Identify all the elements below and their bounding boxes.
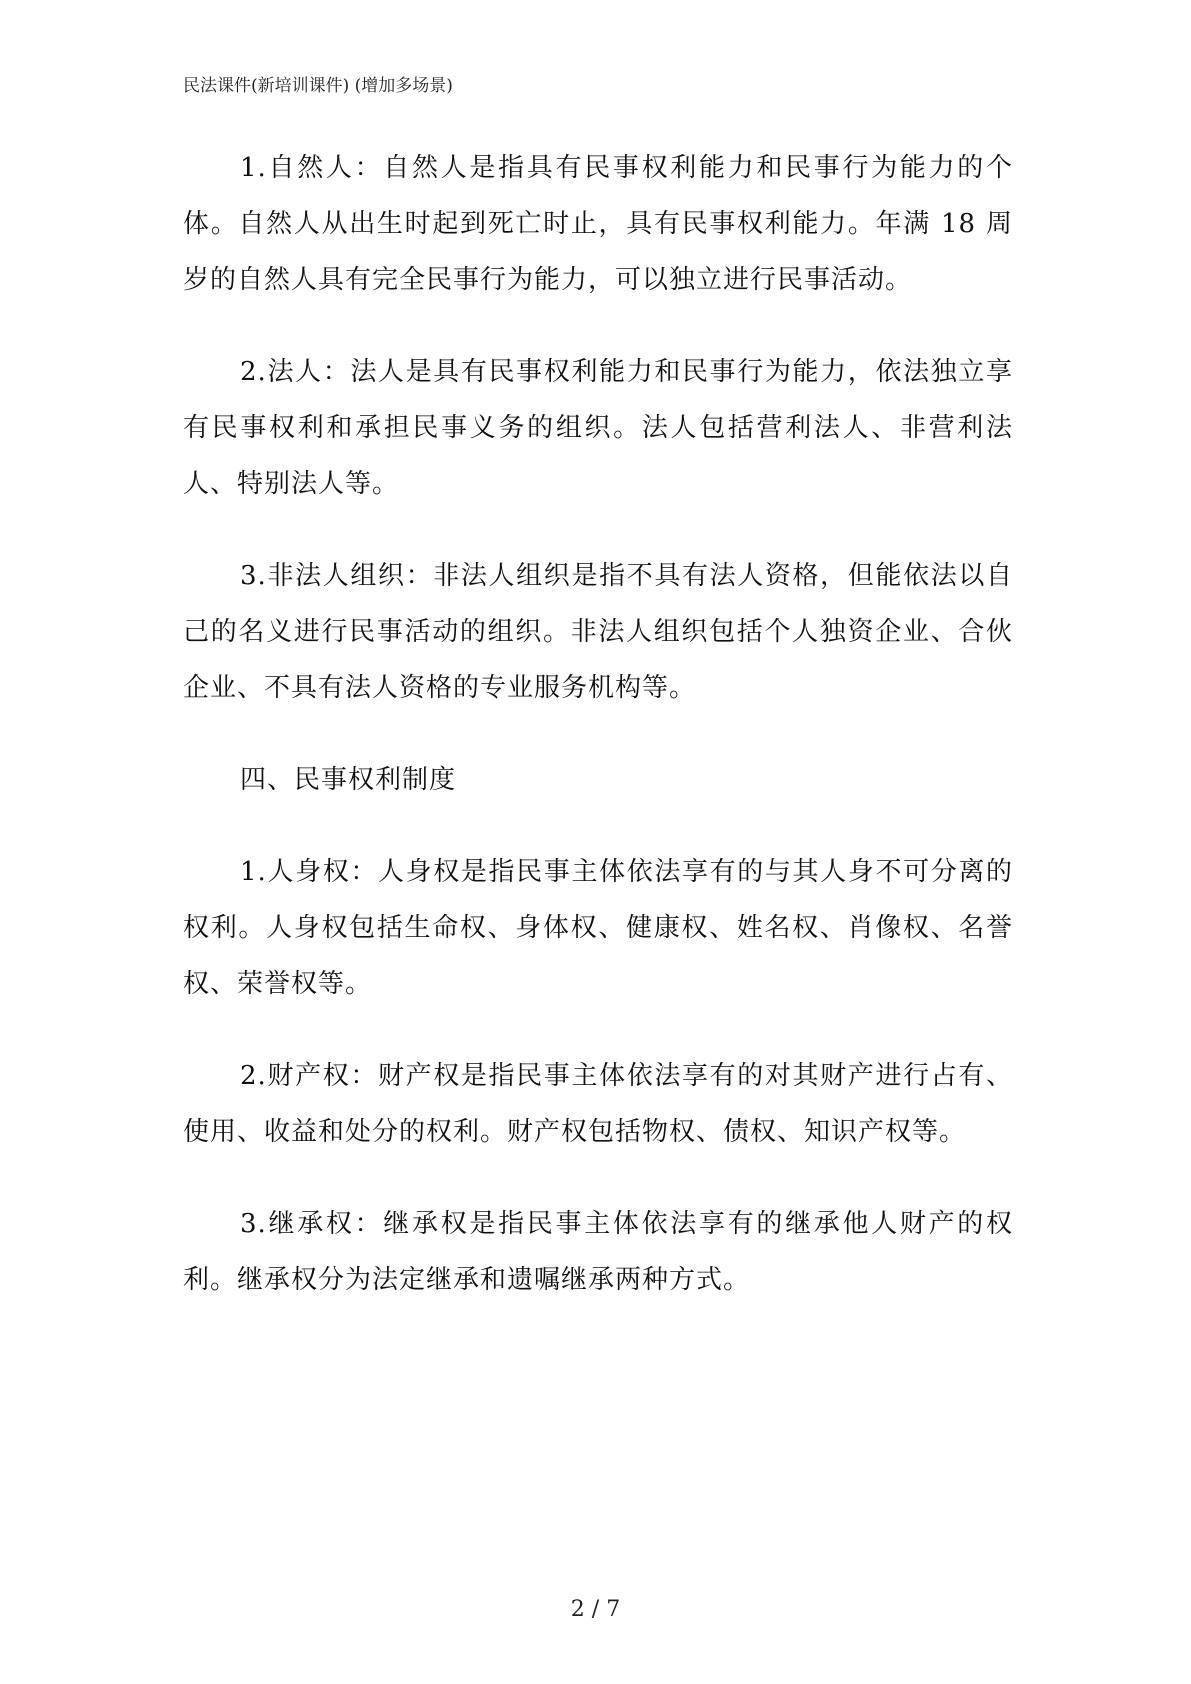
document-body (183, 140, 1013, 1344)
page-number: 2 / 7 (570, 1597, 621, 1622)
paragraph-unincorporated-organization: 3.非法人组织：非法人组织是指不具有法人资格，但能依法以自己的名义进行民事活动的组织。非法人组织包括个人独资企业、合伙企业、不具有法人资格的专业服务机构等。 (183, 561, 1013, 703)
paragraph-property-rights: 2.财产权：财产权是指民事主体依法享有的对其财产进行占有、使用、收益和处分的权利。财产权包括物权、债权、知识产权等。 (183, 1061, 1013, 1147)
section-heading-civil-rights: 四、民事权利制度 (240, 765, 457, 795)
paragraph-inheritance-rights: 3.继承权：继承权是指民事主体依法享有的继承他人财产的权利。继承权分为法定继承和遗嘱继承两种方式。 (183, 1209, 1013, 1295)
document-header: 民法课件(新培训课件) (增加多场景) (183, 76, 453, 96)
paragraph-personal-rights: 1.人身权：人身权是指民事主体依法享有的与其人身不可分离的权利。人身权包括生命权、身体权、健康权、姓名权、肖像权、名誉权、荣誉权等。 (183, 857, 1013, 999)
paragraph-natural-person: 1.自然人：自然人是指具有民事权利能力和民事行为能力的个体。自然人从出生时起到死亡时止，具有民事权利能力。年满 18 周岁的自然人具有完全民事行为能力，可以独立进行民事活动。 (183, 153, 1013, 295)
paragraph-legal-person: 2.法人：法人是具有民事权利能力和民事行为能力，依法独立享有民事权利和承担民事义务的组织。法人包括营利法人、非营利法人、特别法人等。 (183, 357, 1013, 499)
